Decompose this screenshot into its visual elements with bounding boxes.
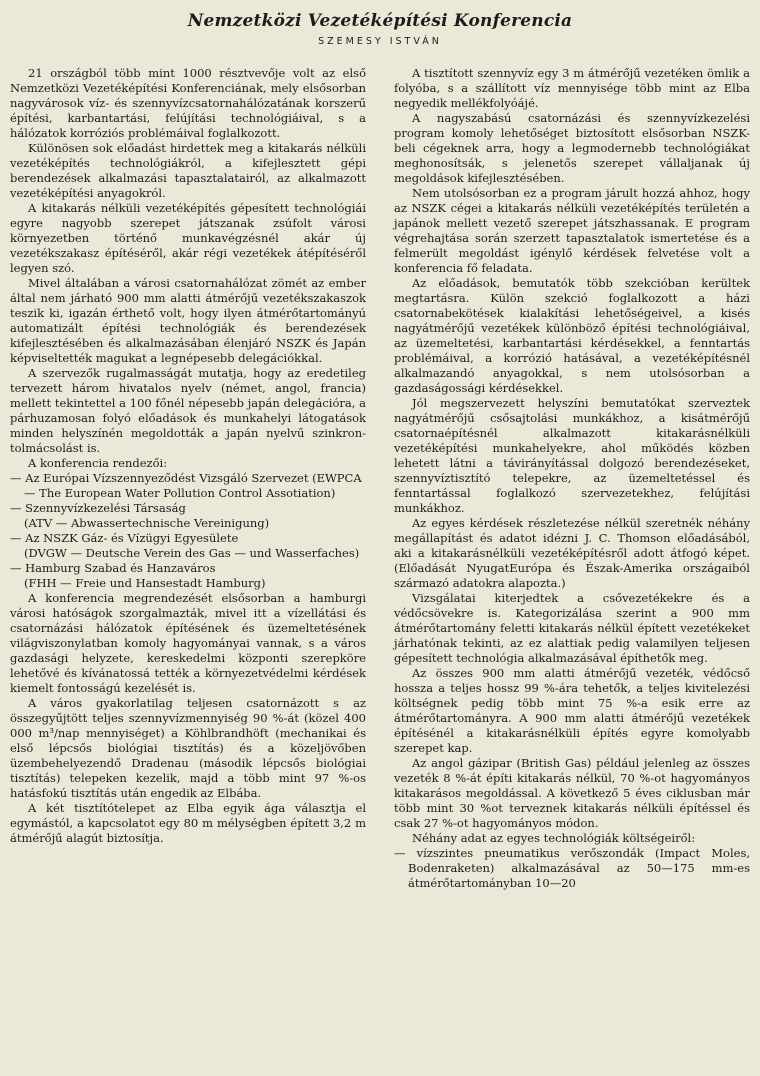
organizer-detail: (ATV — Abwassertechnische Vereinigung) bbox=[24, 516, 270, 530]
paragraph: 21 országból több mint 1000 résztvevője volt az első Nemzetközi Vezetéképítési Konferenciának, mely elsősorban nagyvárosok víz- és szennyvízcsatornahálózatának korszerű építési, karbantartási, felújítási technológiáival, s a hálózatok korróziós problémáival foglalkozott. bbox=[10, 66, 366, 140]
right-column bbox=[394, 66, 750, 891]
article-body bbox=[10, 66, 750, 891]
paragraph: A tisztított szennyvíz egy 3 m átmérőjű vezetéken ömlik a folyóba, s a szállított víz mennyisége több mint az Elba negyedik mellékfolyóájé. bbox=[394, 66, 750, 110]
organizer-item: — Az Európai Vízszennyeződést Vizsgáló Szervezet (EWPCA — The European Water Pollution Control Assotiation) bbox=[10, 471, 362, 500]
paragraph: A kitakarás nélküli vezetéképítés gépesített technológiái egyre nagyobb szerepet játszanak zsúfolt városi környezetben történő munkavégzésnél akár új vezetékszakasz építéséről, akár régi vezetékek átépítéséről legyen szó. bbox=[10, 201, 366, 275]
organizer-detail: (FHH — Freie und Hansestadt Hamburg) bbox=[24, 576, 266, 590]
paragraph: A város gyakorlatilag teljesen csatornázott s az összegyűjtött teljes szennyvízmennyiség 90 %-át (közel 400 000 m³/nap mennyiséget) a Köhlbrandhöft (mechanikai és első lépcsős biológiai tisztítás) és a közeljövőben üzembehelyezendő Dradenau (második lépcsős biológiai tisztítás) telepeken kezelik, majd a több mint 97 %-os hatásfokú tisztítás után engedik az Elbába. bbox=[10, 696, 366, 800]
paragraph: A nagyszabású csatornázási és szennyvízkezelési program komoly lehetőséget biztosított elsősorban NSZK-beli cégeknek arra, hogy a legmodernebb technológiákat meghonosítsák, s jelenetős szerepet vállaljanak új megoldások kifejlesztésében. bbox=[394, 111, 750, 185]
paragraph: Az előadások, bemutatók több szekcióban kerültek megtartásra. Külön szekció foglalkozott a házi csatornabekötések kialakítási lehetőségeivel, a kisés nagyátmérőjű vezetékek különböző építési technológiáival, az üzemeltetési, karbantartási kérdésekkel, a fenntartás problémáival, a korrózió hatásával, a vezetéképítésnél alkalmazandó anyagokkal, s nem utolsósorban a gazdaságossági kérdésekkel. bbox=[394, 276, 750, 395]
organizer-item: — Hamburg Szabad és Hanzaváros bbox=[10, 561, 216, 575]
article-title: Nemzetközi Vezetéképítési Konferencia bbox=[187, 11, 573, 31]
list-item: — vízszintes pneumatikus verőszondák (Impact Moles, Bodenraketen) alkalmazásával az 50—175 mm-es átmérőtartományban 10—20 bbox=[394, 846, 750, 890]
organizer-item: — Az NSZK Gáz- és Vízügyi Egyesülete bbox=[10, 531, 239, 545]
organizer-item: — Szennyvízkezelési Társaság bbox=[10, 501, 186, 515]
article-author: SZEMESY ISTVÁN bbox=[318, 36, 442, 47]
paragraph: Jól megszervezett helyszíni bemutatókat szerveztek nagyátmérőjű csősajtolási munkákhoz, a kisátmérőjű csatornaépítésnél alkalmazott kitakarásnélküli vezetéképítési munkahelyekre, ahol működés közben lehetett látni a távirányítással dolgozó berendezéseket, szennyvíztisztító telepekre, az üzemeltetéssel és fenntartással foglalkozó szervezetekhez, felújítási munkákhoz. bbox=[394, 396, 750, 515]
paragraph: A két tisztítótelepet az Elba egyik ága választja el egymástól, a kapcsolatot egy 80 m mélységben épített 3,2 m átmérőjű alagút biztosítja. bbox=[10, 801, 366, 845]
paragraph: Az egyes kérdések részletezése nélkül szeretnék néhány megállapítást és adatot idézni J. C. Thomson előadásából, aki a kitakarásnélküli vezetéképítésről adott átfogó képet. (Előadását NyugatEurópa és Észak-Amerika országaiból származó adatokra alapozta.) bbox=[394, 516, 750, 590]
paragraph: A konferencia megrendezését elsősorban a hamburgi városi hatóságok szorgalmazták, mivel itt a vízellátási és csatornázási hálózatok építésének és üzemeltetésének világviszonylatban komoly hagyományai vannak, s a város gazdasági helyzete, kereskedelmi központi szerepköre lehetővé és kívánatossá tették a környezetvédelmi kérdések kiemelt fontosságú kezelését is. bbox=[10, 591, 366, 695]
paragraph: Vizsgálatai kiterjedtek a csővezetékekre és a védőcsövekre is. Kategorizálása szerint a 900 mm átmérőtartomány feletti kitakarás nélkül épített vezetékeket járhatónak tekinti, az ez alattiak pedig valamilyen teljesen gépesített technológia alkalmazásával építhetők meg. bbox=[394, 591, 750, 665]
paragraph: Nem utolsósorban ez a program járult hozzá ahhoz, hogy az NSZK cégei a kitakarás nélküli vezetéképítés területén a japánok mellett vezető szerepet játszhassanak. E program végrehajtása során szerzett tapasztalatok ismertetése és a felmerült megoldást igénylő kérdések felvetése volt a konferencia fő feladata. bbox=[394, 186, 750, 275]
paragraph: Az angol gázipar (British Gas) például jelenleg az összes vezeték 8 %-át építi kitakarás nélkül, 70 %-ot hagyományos kitakarásos megoldással. A következő 5 éves ciklusban már több mint 30 %ot terveznek kitakarás nélküli építéssel és csak 27 %-ot hagyományos módon. bbox=[394, 756, 750, 830]
paragraph: Mivel általában a városi csatornahálózat zömét az ember által nem járható 900 mm alatti átmérőjű vezetékszakaszok teszik ki, igazán érthető volt, hogy ilyen átmérőtartományú automatizált építési technológiák és berendezések kifejlesztésében és alkalmazásában élenjáró NSZK és Japán képviseltették magukat a legnépesebb delegációkkal. bbox=[10, 276, 366, 365]
paragraph: Az összes 900 mm alatti átmérőjű vezeték, védőcső hossza a teljes hossz 99 %-ára tehetők, a teljes kivitelezési költségnek pedig több mint 75 %-a esik erre az átmérőtartományra. A 900 mm alatti átmérőjű vezetékek építésénél a kitakarásnélküli építés egyre komolyabb szerepet kap. bbox=[394, 666, 750, 755]
left-column bbox=[10, 66, 366, 891]
paragraph: A szervezők rugalmasságát mutatja, hogy az eredetileg tervezett három hivatalos nyelv (német, angol, francia) mellett tekintettel a 100 főnél népesebb japán delegációra, a párhuzamosan folyó előadások és munkahelyi látogatások minden helyszínén megoldották a japán nyelvű szinkrontolmácsolást is. bbox=[10, 366, 366, 455]
organizers-heading: A konferencia rendezői: bbox=[28, 456, 168, 470]
paragraph: Néhány adat az egyes technológiák költségeiről: bbox=[412, 831, 696, 845]
paragraph: Különösen sok előadást hirdettek meg a kitakarás nélküli vezetéképítés technológiákról, a kifejlesztett gépi berendezések alkalmazási tapasztalatairól, az alkalmazott vezetéképítési anyagokról. bbox=[10, 141, 366, 200]
organizer-detail: (DVGW — Deutsche Verein des Gas — und Wasserfaches) bbox=[24, 546, 360, 560]
